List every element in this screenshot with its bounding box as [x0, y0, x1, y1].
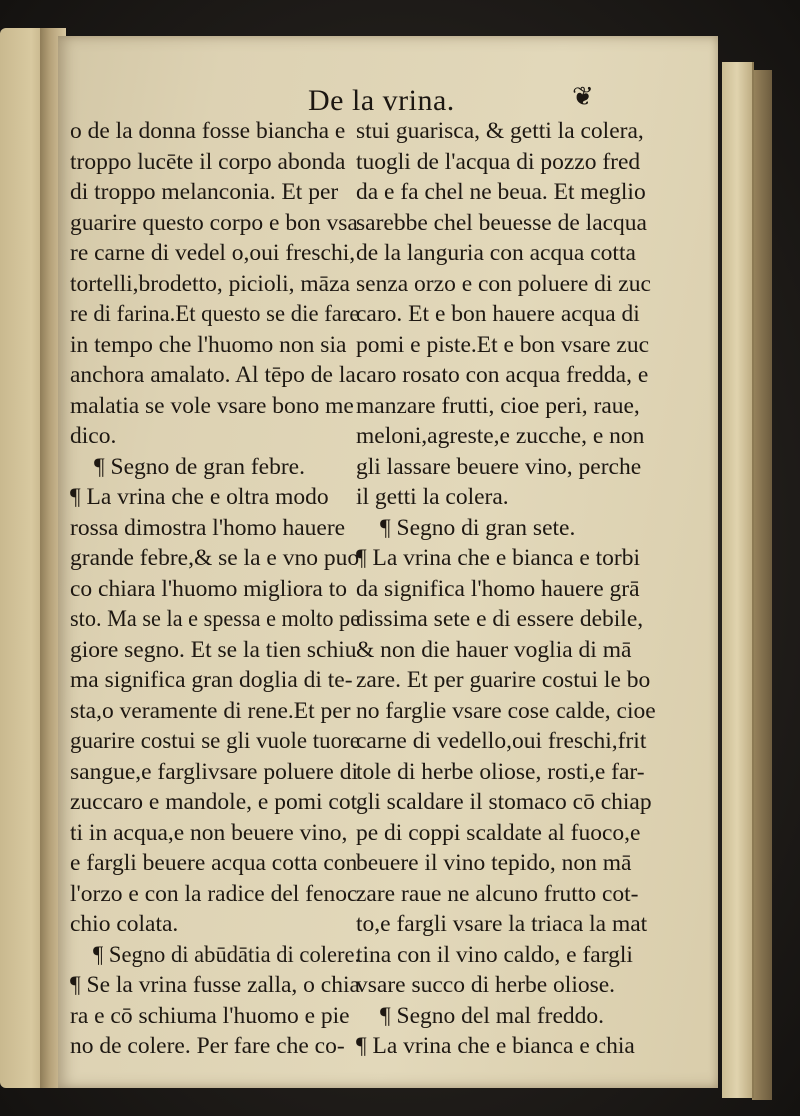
text-line: rossa dimostra l'homo hauere: [70, 514, 346, 541]
text-line: da e fa chel ne beua. Et meglio: [356, 179, 646, 205]
text-line: tuogli de l'acqua di pozzo fred: [356, 148, 641, 175]
text-line: no farglie vsare cose calde, cioe: [356, 697, 656, 724]
text-line: gli lassare beuere vino, perche: [356, 453, 642, 480]
book-cover-edge: [752, 70, 772, 1100]
text-line: pe di coppi scaldate al fuoco,e: [356, 819, 641, 846]
text-line: ¶ Segno del mal freddo.: [380, 1002, 605, 1029]
text-line: ti in acqua,e non beuere vino,: [70, 819, 348, 846]
text-line: troppo lucēte il corpo abonda: [70, 148, 346, 175]
facing-page-bleed: [0, 60, 42, 960]
text-line: sto. Ma se la e spessa e molto pe: [70, 606, 361, 632]
text-line: dissima sete e di essere debile,: [356, 606, 644, 632]
book-page: [58, 36, 718, 1088]
text-line: to,e fargli vsare la triaca la mat: [356, 911, 648, 937]
text-line: ¶ Segno di abūdātia di colere.: [93, 941, 361, 968]
text-line: il getti la colera.: [356, 484, 509, 510]
text-line: l'orzo e con la radice del fenoc: [70, 880, 358, 907]
text-line: ¶ La vrina che e bianca e chia: [356, 1033, 635, 1059]
text-line: pomi e piste.Et e bon vsare zuc: [356, 331, 650, 358]
text-line: sta,o veramente di rene.Et per: [70, 697, 351, 724]
left-text-column: [70, 116, 360, 1062]
running-head: De la vrina.: [308, 84, 455, 117]
text-line: malatia se vole vsare bono me: [70, 392, 354, 419]
right-text-column: [356, 116, 656, 1062]
text-line: de la languria con acqua cotta: [356, 240, 636, 266]
text-line: ¶ Segno di gran sete.: [380, 514, 576, 541]
text-line: ma significa gran doglia di te-: [70, 667, 353, 693]
text-line: ¶ Se la vrina fusse zalla, o chia: [70, 972, 360, 998]
text-line: grande febre,& se la e vno puo: [70, 545, 360, 571]
text-line: zare. Et per guarire costui le bo: [356, 667, 651, 693]
text-line: guarire questo corpo e bon vsa: [70, 209, 358, 236]
text-line: ¶ La vrina che e oltra modo: [70, 484, 329, 510]
text-line: in tempo che l'huomo non sia: [70, 331, 347, 358]
text-line: re carne di vedel o,oui freschi,: [70, 240, 356, 266]
text-line: caro. Et e bon hauere acqua di: [356, 301, 640, 327]
text-line: anchora amalato. Al tēpo de la: [70, 362, 356, 388]
text-line: di troppo melanconia. Et per: [70, 179, 339, 205]
text-line: ¶ Segno de gran febre.: [94, 453, 305, 480]
text-line: tole di herbe oliose, rosti,e far-: [356, 758, 645, 785]
text-line: giore segno. Et se la tien schiu: [70, 636, 357, 663]
text-line: e fargli beuere acqua cotta con: [70, 850, 358, 876]
page-stack-edge: [722, 62, 754, 1098]
text-line: zuccaro e mandole, e pomi cot: [70, 789, 358, 815]
text-line: beuere il vino tepido, non mā: [356, 850, 632, 876]
text-line: zare raue ne alcuno frutto cot-: [356, 880, 639, 907]
text-line: & non die hauer voglia di mā: [356, 636, 632, 663]
text-line: guarire costui se gli vuole tuore: [70, 728, 360, 754]
text-line: caro rosato con acqua fredda, e: [356, 362, 649, 388]
text-line: meloni,agreste,e zucche, e non: [356, 423, 645, 449]
text-line: sarebbe chel beuesse de lacqua: [356, 209, 647, 236]
text-line: co chiara l'huomo migliora to: [70, 575, 348, 602]
text-line: manzare frutti, cioe peri, raue,: [356, 392, 640, 419]
text-line: ¶ La vrina che e bianca e torbi: [356, 545, 641, 571]
text-line: stui guarisca, & getti la colera,: [356, 118, 644, 144]
text-line: carne di vedello,oui freschi,frit: [356, 728, 647, 754]
text-line: senza orzo e con poluere di zuc: [356, 270, 651, 297]
text-line: re di farina.Et questo se die fare: [70, 301, 360, 327]
text-line: tina con il vino caldo, e fargli: [356, 941, 633, 968]
text-line: o de la donna fosse biancha e: [70, 118, 346, 144]
text-line: dico.: [70, 423, 117, 449]
text-line: tortelli,brodetto, picioli, māza: [70, 270, 350, 297]
text-line: gli scaldare il stomaco cō chiap: [356, 789, 652, 815]
text-line: chio colata.: [70, 911, 179, 937]
text-line: no de colere. Per fare che co-: [70, 1033, 345, 1059]
text-line: da significa l'homo hauere grā: [356, 575, 640, 602]
text-line: sangue,e farglivsare poluere di: [70, 758, 358, 785]
folio-ornament-icon: ❦: [572, 82, 594, 112]
text-line: vsare succo di herbe oliose.: [356, 972, 616, 998]
text-line: ra e cō schiuma l'huomo e pie: [70, 1002, 350, 1029]
